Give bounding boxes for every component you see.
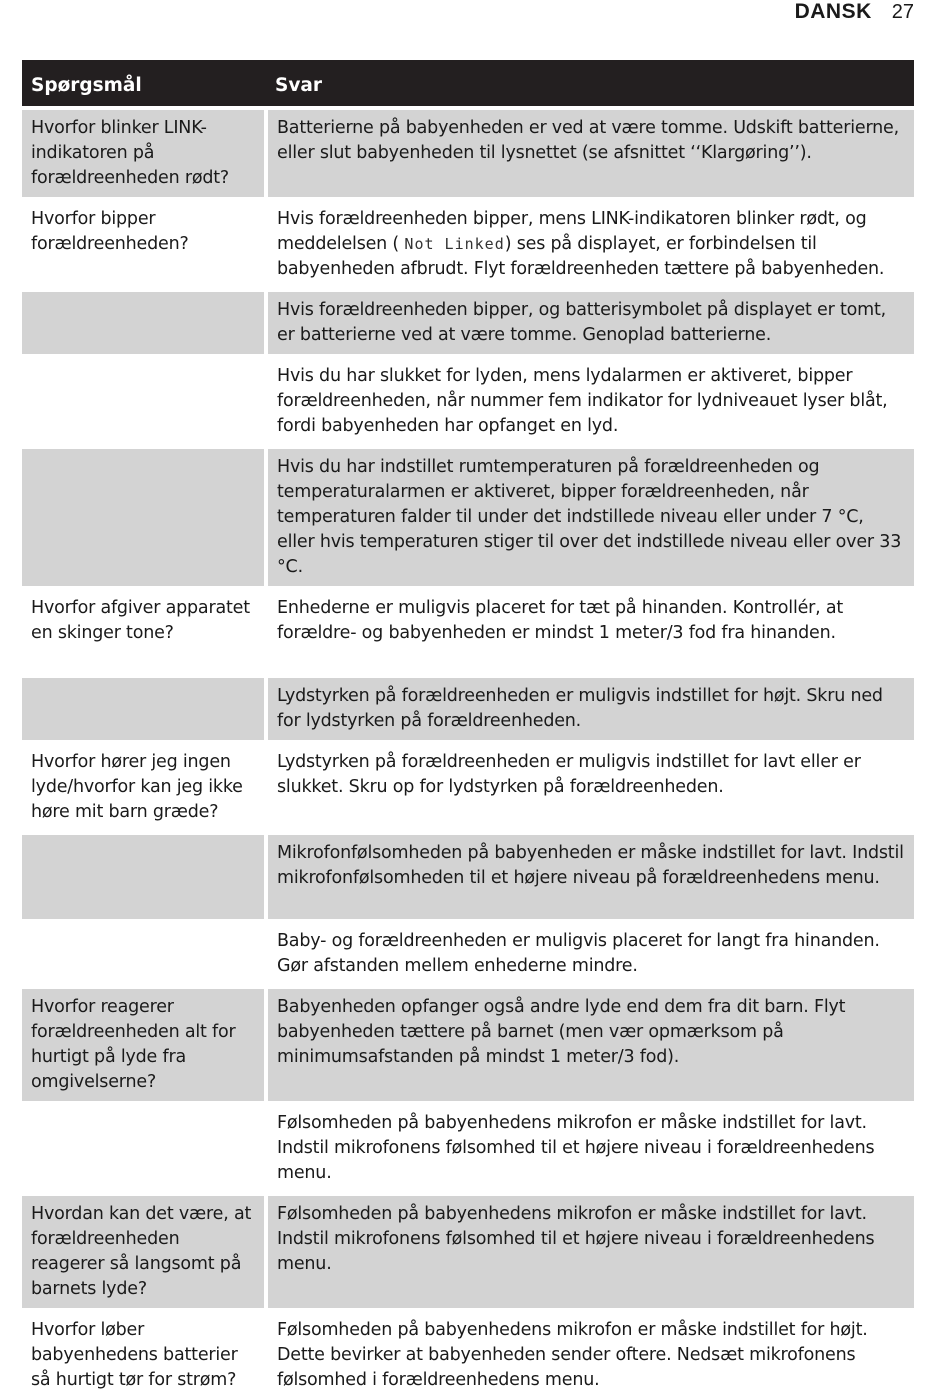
question-cell — [22, 833, 266, 921]
answer-cell: Babyenheden opfanger også andre lyde end dem fra dit barn. Flyt babyenheden tættere på barnet (men vær opmærksom på minimumsafstanden på mindst 1 meter/3 fod). — [266, 987, 914, 1103]
answer-cell: Lydstyrken på forældreenheden er muligvis indstillet for lavt eller er slukket. Skru op for lydstyrken på forældreenheden. — [266, 742, 914, 833]
table-row — [22, 356, 914, 447]
lcd-display-message: Not Linked — [404, 235, 505, 253]
answer-cell: Mikrofonfølsomheden på babyenheden er måske indstillet for lavt. Indstil mikrofonfølsomheden til et højere niveau på forældreenhedens menu. — [266, 833, 914, 921]
question-cell: Hvorfor blinker LINK-indikatoren på forældreenheden rødt? — [22, 108, 266, 199]
question-cell — [22, 921, 266, 987]
table-row — [22, 1194, 914, 1310]
table-row — [22, 447, 914, 588]
question-cell: Hvorfor afgiver apparatet en skinger tone? — [22, 588, 266, 676]
question-cell — [22, 290, 266, 356]
answer-cell: Følsomheden på babyenhedens mikrofon er måske indstillet for lavt. Indstil mikrofonens følsomhed til et højere niveau i forældreenhedens menu. — [266, 1103, 914, 1194]
troubleshooting-table — [22, 60, 914, 1399]
question-cell: Hvorfor bipper forældreenheden? — [22, 199, 266, 290]
table-row — [22, 1310, 914, 1399]
answer-cell: Lydstyrken på forældreenheden er muligvis indstillet for højt. Skru ned for lydstyrken på forældreenheden. — [266, 676, 914, 742]
answer-cell: Hvis forældreenheden bipper, og batterisymbolet på displayet er tomt, er batterierne ved at være tomme. Genoplad batterierne. — [266, 290, 914, 356]
table-row — [22, 987, 914, 1103]
question-cell: Hvorfor hører jeg ingen lyde/hvorfor kan jeg ikke høre mit barn græde? — [22, 742, 266, 833]
answer-cell: Hvis du har slukket for lyden, mens lydalarmen er aktiveret, bipper forældreenheden, når nummer fem indikator for lydniveauet lyser blåt, fordi babyenheden har opfanget en lyd. — [266, 356, 914, 447]
page-header — [795, 0, 914, 30]
answer-text: Hvis forældreenheden bipper, mens LINK-indikatoren blinker rødt, og meddelelsen ( — [277, 209, 867, 254]
question-cell: Hvorfor løber babyenhedens batterier så hurtigt tør for strøm? — [22, 1310, 266, 1399]
table-row — [22, 742, 914, 833]
question-cell: Hvorfor reagerer forældreenheden alt for hurtigt på lyde fra omgivelserne? — [22, 987, 266, 1103]
answer-cell — [266, 199, 914, 290]
question-cell — [22, 356, 266, 447]
table-header-row — [22, 60, 914, 108]
column-header-question: Spørgsmål — [22, 60, 266, 108]
page-number: 27 — [891, 1, 914, 23]
answer-cell: Hvis du har indstillet rumtemperaturen på forældreenheden og temperaturalarmen er aktiveret, bipper forældreenheden, når temperaturen falder til under det indstillede niveau eller under 7 °C, eller hvis temperaturen stiger til over det indstillede niveau eller over 33 °C. — [266, 447, 914, 588]
table-row — [22, 833, 914, 921]
answer-cell: Baby- og forældreenheden er muligvis placeret for langt fra hinanden. Gør afstanden mellem enhederne mindre. — [266, 921, 914, 987]
section-label: DANSK — [794, 0, 872, 23]
table-row — [22, 108, 914, 199]
column-header-answer: Svar — [266, 60, 914, 108]
answer-cell: Følsomheden på babyenhedens mikrofon er måske indstillet for lavt. Indstil mikrofonens følsomhed til et højere niveau i forældreenhedens menu. — [266, 1194, 914, 1310]
table-row — [22, 588, 914, 676]
table-row — [22, 921, 914, 987]
answer-cell: Følsomheden på babyenhedens mikrofon er måske indstillet for højt. Dette bevirker at babyenheden sender oftere. Nedsæt mikrofonens følsomhed i forældreenhedens menu. — [266, 1310, 914, 1399]
table-row — [22, 199, 914, 290]
answer-cell: Enhederne er muligvis placeret for tæt på hinanden. Kontrollér, at forældre- og babyenheden er mindst 1 meter/3 fod fra hinanden. — [266, 588, 914, 676]
table-row — [22, 676, 914, 742]
question-cell — [22, 676, 266, 742]
answer-text: ) ses på displayet, er forbindelsen til babyenheden afbrudt. Flyt forældreenheden tættere på babyenheden. — [277, 234, 885, 279]
answer-cell: Batterierne på babyenheden er ved at være tomme. Udskift batterierne, eller slut babyenheden til lysnettet (se afsnittet ‘‘Klargøring’’). — [266, 108, 914, 199]
question-cell — [22, 447, 266, 588]
table-row — [22, 1103, 914, 1194]
question-cell: Hvordan kan det være, at forældreenheden reagerer så langsomt på barnets lyde? — [22, 1194, 266, 1310]
table-row — [22, 290, 914, 356]
question-cell — [22, 1103, 266, 1194]
